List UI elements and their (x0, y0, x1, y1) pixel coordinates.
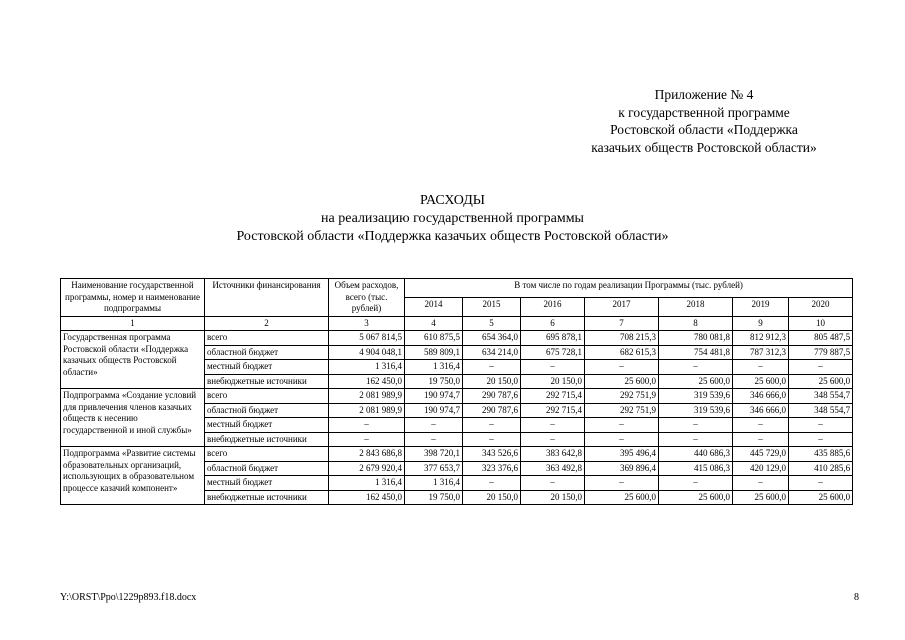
year-value-cell: – (585, 476, 659, 491)
year-value-cell: 25 600,0 (659, 374, 733, 389)
funding-source-cell: внебюджетные источники (205, 490, 329, 505)
year-value-cell: 440 686,3 (659, 447, 733, 462)
column-index: 1 (61, 316, 205, 331)
header-year: 2016 (521, 297, 585, 316)
year-value-cell: 292 751,9 (585, 389, 659, 404)
total-value-cell: 5 067 814,5 (329, 331, 405, 346)
column-index: 2 (205, 316, 329, 331)
table-row (61, 389, 853, 404)
year-value-cell: 343 526,6 (463, 447, 521, 462)
header-year: 2014 (405, 297, 463, 316)
year-value-cell: 787 312,3 (733, 345, 789, 360)
year-value-cell: – (463, 418, 521, 433)
year-value-cell: – (659, 360, 733, 375)
year-value-cell: 812 912,3 (733, 331, 789, 346)
column-index: 9 (733, 316, 789, 331)
year-value-cell: 190 974,7 (405, 389, 463, 404)
funding-source-cell: внебюджетные источники (205, 432, 329, 447)
year-value-cell: – (733, 360, 789, 375)
year-value-cell: 708 215,3 (585, 331, 659, 346)
year-value-cell: 779 887,5 (789, 345, 853, 360)
column-index: 4 (405, 316, 463, 331)
year-value-cell: 654 364,0 (463, 331, 521, 346)
funding-source-cell: всего (205, 331, 329, 346)
table-row (61, 331, 853, 346)
year-value-cell: 290 787,6 (463, 403, 521, 418)
year-value-cell: 675 728,1 (521, 345, 585, 360)
heading-line: Ростовской области «Поддержка казачьих обществ Ростовской области» (236, 229, 669, 244)
year-value-cell: 25 600,0 (733, 490, 789, 505)
total-value-cell: 2 843 686,8 (329, 447, 405, 462)
appendix-line: казачьих обществ Ростовской области» (591, 139, 817, 155)
year-value-cell: 348 554,7 (789, 389, 853, 404)
funding-source-cell: местный бюджет (205, 418, 329, 433)
total-value-cell: 162 450,0 (329, 374, 405, 389)
year-value-cell: 323 376,6 (463, 461, 521, 476)
year-value-cell: 435 885,6 (789, 447, 853, 462)
column-index: 7 (585, 316, 659, 331)
year-value-cell: 292 715,4 (521, 389, 585, 404)
year-value-cell: – (405, 432, 463, 447)
year-value-cell: – (659, 432, 733, 447)
year-value-cell: 20 150,0 (463, 490, 521, 505)
header-year: 2019 (733, 297, 789, 316)
year-value-cell: – (733, 432, 789, 447)
funding-source-cell: всего (205, 447, 329, 462)
year-value-cell: 363 492,8 (521, 461, 585, 476)
year-value-cell: – (463, 432, 521, 447)
year-value-cell: 19 750,0 (405, 374, 463, 389)
year-value-cell: – (521, 476, 585, 491)
total-value-cell: 2 679 920,4 (329, 461, 405, 476)
year-value-cell: – (789, 476, 853, 491)
year-value-cell: 589 809,1 (405, 345, 463, 360)
year-value-cell: 292 715,4 (521, 403, 585, 418)
year-value-cell: 610 875,5 (405, 331, 463, 346)
year-value-cell: 20 150,0 (521, 490, 585, 505)
header-year: 2017 (585, 297, 659, 316)
year-value-cell: 20 150,0 (463, 374, 521, 389)
funding-source-cell: областной бюджет (205, 403, 329, 418)
year-value-cell: 19 750,0 (405, 490, 463, 505)
header-year: 2018 (659, 297, 733, 316)
appendix-caption (554, 86, 854, 156)
funding-source-cell: областной бюджет (205, 461, 329, 476)
year-value-cell: – (659, 476, 733, 491)
total-value-cell: – (329, 418, 405, 433)
header-source: Источники финансирования (205, 279, 329, 317)
year-value-cell: 1 316,4 (405, 476, 463, 491)
heading-line: на реализацию государственной программы (321, 211, 584, 226)
heading-title: РАСХОДЫ (420, 193, 485, 208)
year-value-cell: 25 600,0 (585, 374, 659, 389)
year-value-cell: 25 600,0 (789, 374, 853, 389)
total-value-cell: 4 904 048,1 (329, 345, 405, 360)
year-value-cell: 348 554,7 (789, 403, 853, 418)
appendix-line: Приложение № 4 (654, 87, 754, 102)
year-value-cell: – (463, 476, 521, 491)
year-value-cell: 780 081,8 (659, 331, 733, 346)
year-value-cell: – (405, 418, 463, 433)
year-value-cell: 805 487,5 (789, 331, 853, 346)
year-value-cell: – (789, 432, 853, 447)
total-value-cell: – (329, 432, 405, 447)
year-value-cell: – (585, 418, 659, 433)
year-value-cell: 346 666,0 (733, 389, 789, 404)
year-value-cell: – (659, 418, 733, 433)
year-value-cell: 445 729,0 (733, 447, 789, 462)
year-value-cell: 346 666,0 (733, 403, 789, 418)
year-value-cell: 420 129,0 (733, 461, 789, 476)
total-value-cell: 2 081 989,9 (329, 403, 405, 418)
program-name-cell: Подпрограмма «Развитие системы образовательных организаций, использующих в образовательном процессе казачий компонент» (61, 447, 205, 505)
column-index: 10 (789, 316, 853, 331)
year-value-cell: 290 787,6 (463, 389, 521, 404)
program-name-cell: Государственная программа Ростовской области «Поддержка казачьих обществ Ростовской области» (61, 331, 205, 389)
year-value-cell: – (789, 360, 853, 375)
year-value-cell: – (521, 432, 585, 447)
funding-source-cell: всего (205, 389, 329, 404)
header-years-group: В том числе по годам реализации Программы (тыс. рублей) (405, 279, 853, 298)
year-value-cell: 410 285,6 (789, 461, 853, 476)
year-value-cell: 415 086,3 (659, 461, 733, 476)
total-value-cell: 1 316,4 (329, 476, 405, 491)
funding-source-cell: местный бюджет (205, 476, 329, 491)
year-value-cell: 20 150,0 (521, 374, 585, 389)
program-name-cell: Подпрограмма «Создание условий для привлечения членов казачьих обществ к несению государственной и иной службы» (61, 389, 205, 447)
year-value-cell: 25 600,0 (659, 490, 733, 505)
year-value-cell: 398 720,1 (405, 447, 463, 462)
year-value-cell: 695 878,1 (521, 331, 585, 346)
column-index: 6 (521, 316, 585, 331)
year-value-cell: – (733, 476, 789, 491)
funding-source-cell: областной бюджет (205, 345, 329, 360)
year-value-cell: – (789, 418, 853, 433)
year-value-cell: 1 316,4 (405, 360, 463, 375)
year-value-cell: 25 600,0 (789, 490, 853, 505)
appendix-line: к государственной программе (618, 104, 790, 120)
total-value-cell: 2 081 989,9 (329, 389, 405, 404)
total-value-cell: 162 450,0 (329, 490, 405, 505)
year-value-cell: – (521, 360, 585, 375)
footer-page-number: 8 (854, 592, 859, 603)
funding-source-cell: местный бюджет (205, 360, 329, 375)
column-index: 5 (463, 316, 521, 331)
year-value-cell: 369 896,4 (585, 461, 659, 476)
expenses-table (60, 278, 853, 505)
table-row (61, 447, 853, 462)
header-name: Наименование государственной программы, номер и наименование подпрограммы (61, 279, 205, 317)
year-value-cell: 25 600,0 (585, 490, 659, 505)
footer-file-path: Y:\ORST\Ppo\1229p893.f18.docx (60, 592, 197, 603)
total-value-cell: 1 316,4 (329, 360, 405, 375)
header-year: 2015 (463, 297, 521, 316)
year-value-cell: 383 642,8 (521, 447, 585, 462)
year-value-cell: 395 496,4 (585, 447, 659, 462)
year-value-cell: 634 214,0 (463, 345, 521, 360)
year-value-cell: 377 653,7 (405, 461, 463, 476)
funding-source-cell: внебюджетные источники (205, 374, 329, 389)
year-value-cell: – (463, 360, 521, 375)
year-value-cell: – (733, 418, 789, 433)
document-heading (0, 192, 905, 246)
year-value-cell: 682 615,3 (585, 345, 659, 360)
year-value-cell: 754 481,8 (659, 345, 733, 360)
year-value-cell: – (585, 432, 659, 447)
appendix-line: Ростовской области «Поддержка (610, 122, 798, 137)
table-body (61, 331, 853, 505)
year-value-cell: 25 600,0 (733, 374, 789, 389)
column-index: 8 (659, 316, 733, 331)
year-value-cell: – (585, 360, 659, 375)
year-value-cell: 319 539,6 (659, 389, 733, 404)
year-value-cell: 319 539,6 (659, 403, 733, 418)
column-index: 3 (329, 316, 405, 331)
header-total: Объем расходов, всего (тыс. рублей) (329, 279, 405, 317)
year-value-cell: 292 751,9 (585, 403, 659, 418)
year-value-cell: 190 974,7 (405, 403, 463, 418)
year-value-cell: – (521, 418, 585, 433)
header-year: 2020 (789, 297, 853, 316)
